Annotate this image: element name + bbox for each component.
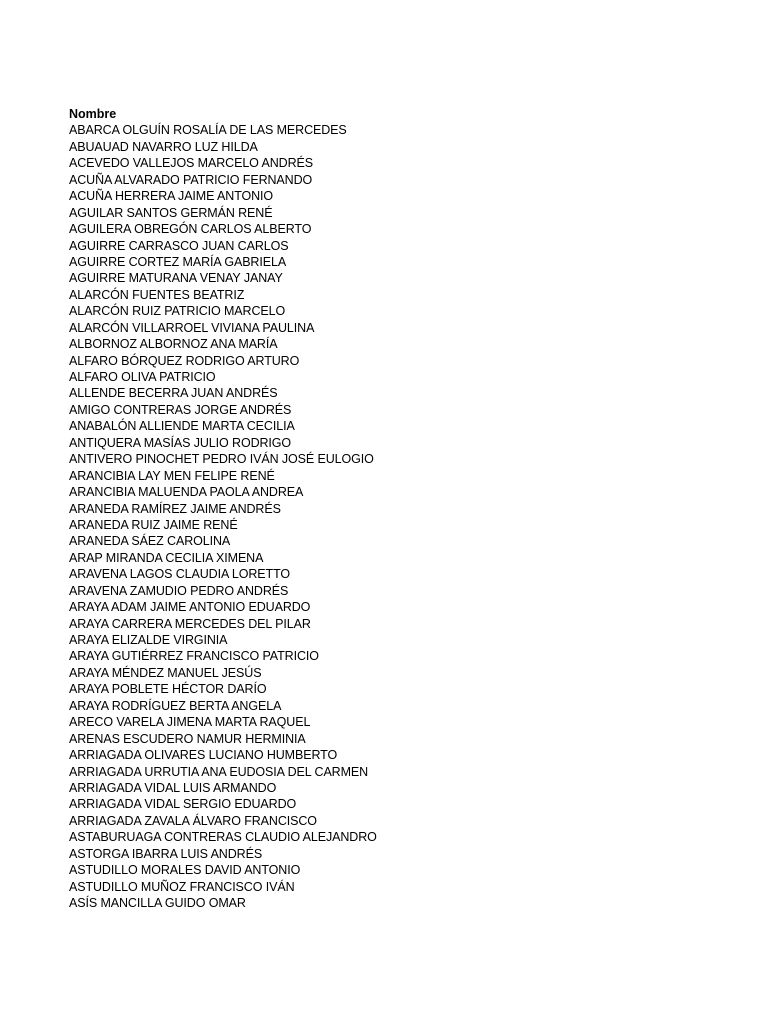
list-item: ARAVENA LAGOS CLAUDIA LORETTO: [69, 567, 291, 582]
list-item: ARAYA RODRÍGUEZ BERTA ANGELA: [69, 698, 282, 713]
list-item: AGUIRRE CORTEZ MARÍA GABRIELA: [69, 254, 287, 269]
list-item: ARANEDA SÁEZ CAROLINA: [69, 534, 231, 549]
list-item: ARRIAGADA ZAVALA ÁLVARO FRANCISCO: [69, 813, 317, 828]
list-item: ARAYA ADAM JAIME ANTONIO EDUARDO: [69, 600, 311, 615]
list-item: ARAYA CARRERA MERCEDES DEL PILAR: [69, 616, 311, 631]
list-item: ACUÑA ALVARADO PATRICIO FERNANDO: [69, 172, 313, 187]
list-item: ALFARO BÓRQUEZ RODRIGO ARTURO: [69, 353, 300, 368]
list-item: ACUÑA HERRERA JAIME ANTONIO: [69, 189, 274, 204]
list-item: ALLENDE BECERRA JUAN ANDRÉS: [69, 386, 278, 401]
list-item: ACEVEDO VALLEJOS MARCELO ANDRÉS: [69, 156, 313, 171]
list-item: AGUILERA OBREGÓN CARLOS ALBERTO: [69, 222, 312, 237]
list-item: ARENAS ESCUDERO NAMUR HERMINIA: [69, 731, 306, 746]
list-item: ASTUDILLO MORALES DAVID ANTONIO: [69, 863, 301, 878]
list-item: ARRIAGADA VIDAL SERGIO EDUARDO: [69, 797, 297, 812]
list-item: ARAYA ELIZALDE VIRGINIA: [69, 633, 228, 647]
list-item: AGUIRRE MATURANA VENAY JANAY: [69, 271, 283, 286]
name-list: [69, 106, 377, 911]
list-item: ARANCIBIA MALUENDA PAOLA ANDREA: [69, 485, 304, 500]
list-item: ARANEDA RUIZ JAIME RENÉ: [69, 517, 238, 532]
list-item: ARANEDA RAMÍREZ JAIME ANDRÉS: [69, 501, 281, 516]
list-item: ARAYA POBLETE HÉCTOR DARÍO: [69, 682, 267, 697]
list-item: ARAP MIRANDA CECILIA XIMENA: [69, 550, 264, 565]
list-item: ALARCÓN RUIZ PATRICIO MARCELO: [69, 304, 286, 319]
list-item: ASÍS MANCILLA GUIDO OMAR: [69, 896, 246, 910]
names-container: [69, 122, 377, 911]
list-item: AGUIRRE CARRASCO JUAN CARLOS: [69, 238, 289, 253]
list-item: ARRIAGADA OLIVARES LUCIANO HUMBERTO: [69, 748, 338, 763]
list-item: ALFARO OLIVA PATRICIO: [69, 370, 216, 384]
list-item: AMIGO CONTRERAS JORGE ANDRÉS: [69, 402, 292, 417]
list-item: ARANCIBIA LAY MEN FELIPE RENÉ: [69, 468, 275, 483]
list-item: ANTIQUERA MASÍAS JULIO RODRIGO: [69, 435, 292, 450]
list-item: ABARCA OLGUÍN ROSALÍA DE LAS MERCEDES: [69, 123, 347, 138]
list-item: ANTIVERO PINOCHET PEDRO IVÁN JOSÉ EULOGIO: [69, 452, 374, 467]
column-header: Nombre: [69, 107, 117, 121]
list-item: ALBORNOZ ALBORNOZ ANA MARÍA: [69, 337, 278, 352]
list-item: AGUILAR SANTOS GERMÁN RENÉ: [69, 205, 273, 220]
list-item: ARAYA GUTIÉRREZ FRANCISCO PATRICIO: [69, 649, 319, 664]
list-item: ASTUDILLO MUÑOZ FRANCISCO IVÁN: [69, 879, 295, 894]
list-item: ASTABURUAGA CONTRERAS CLAUDIO ALEJANDRO: [69, 830, 377, 845]
list-item: ASTORGA IBARRA LUIS ANDRÉS: [69, 846, 263, 861]
list-item: ARRIAGADA URRUTIA ANA EUDOSIA DEL CARMEN: [69, 764, 369, 779]
list-item: ARAVENA ZAMUDIO PEDRO ANDRÉS: [69, 583, 289, 598]
list-item: ARAYA MÉNDEZ MANUEL JESÚS: [69, 665, 262, 680]
list-item: ARRIAGADA VIDAL LUIS ARMANDO: [69, 780, 277, 795]
list-item: ARECO VARELA JIMENA MARTA RAQUEL: [69, 715, 311, 730]
list-item: ANABALÓN ALLIENDE MARTA CECILIA: [69, 419, 295, 434]
list-item: ALARCÓN VILLARROEL VIVIANA PAULINA: [69, 320, 315, 335]
list-item: ABUAUAD NAVARRO LUZ HILDA: [69, 139, 258, 154]
list-item: ALARCÓN FUENTES BEATRIZ: [69, 287, 245, 302]
